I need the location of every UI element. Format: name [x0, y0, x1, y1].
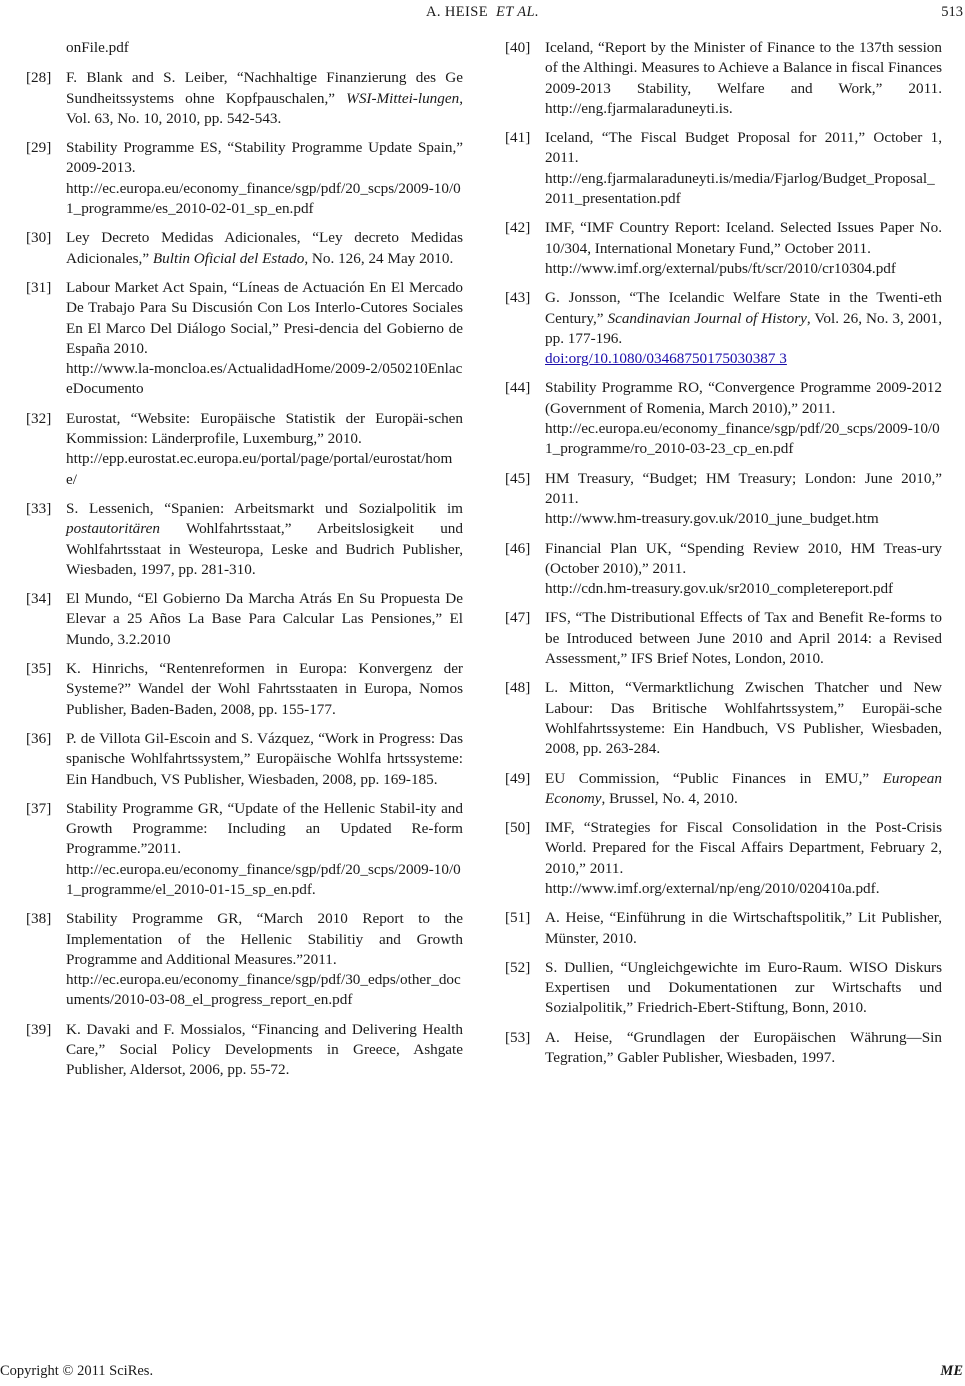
reference-number: [31]	[26, 278, 52, 296]
reference-citation: Eurostat, “Website: Europäische Statistik der Europäi-schen Kommission: Länderprofile, Luxemburg,” 2010.	[66, 409, 463, 448]
reference-text	[545, 1028, 942, 1069]
reference-number: [34]	[26, 590, 52, 608]
reference-entry	[26, 68, 463, 129]
reference-number: [32]	[26, 409, 52, 427]
reference-entry	[505, 908, 942, 949]
reference-entry	[505, 608, 942, 669]
reference-publication-title: WSI-Mittei-lungen	[346, 89, 460, 107]
reference-entry	[26, 589, 463, 650]
reference-citation-tail: , Vol. 63, No. 10, 2010, pp. 542-543.	[66, 89, 463, 127]
reference-number: [53]	[505, 1028, 531, 1046]
reference-citation: K. Davaki and F. Mossialos, “Financing and Delivering Health Care,” Social Policy Developments in Greece, Ashgate Publisher, Aldersot, 2006, pp. 55-72.	[66, 1020, 463, 1079]
reference-citation: A. Heise, “Einführung in die Wirtschaftspolitik,” Lit Publisher, Münster, 2010.	[545, 909, 942, 947]
reference-citation: EU Commission, “Public Finances in EMU,”	[545, 769, 883, 787]
left-reference-column	[26, 38, 463, 1090]
reference-entry	[505, 539, 942, 600]
reference-entry	[505, 769, 942, 810]
reference-url: http://www.imf.org/external/pubs/ft/scr/2010/cr10304.pdf	[545, 259, 896, 277]
running-head-etal: ET AL.	[496, 4, 539, 20]
running-head-authors: A. HEISE	[426, 4, 488, 20]
reference-citation: HM Treasury, “Budget; HM Treasury; London: June 2010,” 2011.	[545, 469, 942, 507]
reference-number: [46]	[505, 539, 531, 557]
page-header	[0, 0, 965, 30]
reference-citation: Labour Market Act Spain, “Líneas de Actuación En El Mercado De Trabajo Para Su Discusión Con Los Interlo-Cutores Sociales En El Marco Del Diálogo Social,” Presi-dencia del Gobierno de España 2010.	[66, 278, 463, 357]
reference-text	[66, 499, 463, 580]
reference-citation: S. Dullien, “Ungleichgewichte im Euro-Raum. WISO Diskurs Expertisen und Dokumentationen zur Wirtschafts und Sozialpolitik,” Friedrich-Ebert-Stiftung, Bonn, 2010.	[545, 958, 942, 1017]
reference-text	[545, 38, 942, 119]
reference-entry	[505, 818, 942, 899]
reference-entry	[505, 288, 942, 369]
reference-citation: Ley Decreto Medidas Adicionales, “Ley decreto Medidas Adicionales,”	[66, 229, 463, 267]
reference-entry	[26, 409, 463, 490]
reference-text	[66, 228, 463, 269]
reference-number: [44]	[505, 379, 531, 397]
reference-citation: IMF, “IMF Country Report: Iceland. Selected Issues Paper No. 10/304, International Monetary Fund,” October 2011.	[545, 219, 942, 257]
reference-number: [47]	[505, 609, 531, 627]
reference-doi-link[interactable]: doi:org/10.1080/03468750175030387 3	[545, 350, 787, 368]
reference-citation: G. Jonsson, “The Icelandic Welfare State in the Twenti-eth Century,”	[545, 289, 942, 327]
reference-url: http://ec.europa.eu/economy_finance/sgp/pdf/20_scps/2009-10/01_programme/el_2010-01-15_sp_en.pdf.	[66, 860, 461, 898]
reference-entry	[26, 228, 463, 269]
reference-entry	[26, 909, 463, 1010]
reference-entry	[505, 218, 942, 279]
reference-entry	[26, 499, 463, 580]
reference-citation-tail: , Vol. 26, No. 3, 2001, pp. 177-196.	[545, 309, 943, 347]
reference-number: [43]	[505, 289, 531, 307]
copyright-notice: Copyright © 2011 SciRes.	[0, 1363, 154, 1379]
reference-number: [35]	[26, 660, 52, 678]
reference-citation-tail: , No. 126, 24 May 2010.	[304, 249, 454, 267]
left-reference-list	[26, 68, 463, 1080]
reference-text	[545, 539, 942, 600]
right-reference-list	[505, 38, 942, 1068]
reference-text	[66, 138, 463, 219]
reference-number: [41]	[505, 129, 531, 147]
reference-text	[545, 958, 942, 1019]
reference-text	[66, 278, 463, 400]
reference-citation: El Mundo, “El Gobierno Da Marcha Atrás En Su Propuesta De Elevar a 25 Años La Base Para Calcular Las Pensiones,” El Mundo, 3.2.2010	[66, 590, 463, 648]
reference-number: [29]	[26, 139, 52, 157]
reference-url: http://ec.europa.eu/economy_finance/sgp/pdf/30_edps/other_documents/2010-03-08_el_progress_report_en.pdf	[66, 971, 461, 1009]
reference-text	[66, 909, 463, 1010]
reference-number: [49]	[505, 769, 531, 787]
reference-number: [28]	[26, 69, 52, 87]
reference-entry	[505, 378, 942, 459]
reference-url: http://www.imf.org/external/np/eng/2010/020410a.pdf.	[545, 879, 880, 897]
reference-publication-title: Bultin Oficial del Estado	[152, 249, 305, 267]
reference-publication-title: Scandinavian Journal of History	[607, 309, 807, 327]
reference-citation: Stability Programme RO, “Convergence Programme 2009-2012 (Government of Romenia, March 2010),” 2011.	[545, 379, 942, 417]
reference-text	[545, 378, 942, 459]
reference-text	[66, 1020, 463, 1081]
reference-text	[66, 409, 463, 490]
reference-entry	[26, 1020, 463, 1081]
reference-text	[545, 908, 942, 949]
reference-text	[545, 288, 942, 369]
reference-text	[545, 128, 942, 209]
reference-text	[545, 469, 942, 530]
reference-citation-tail: , Brussel, No. 4, 2010.	[601, 789, 738, 807]
reference-text	[545, 678, 942, 759]
reference-number: [50]	[505, 819, 531, 837]
reference-citation: IMF, “Strategies for Fiscal Consolidation in the Post-Crisis World. Prepared for the Fiscal Affairs Department, February 2, 2010,” 2011.	[545, 819, 942, 877]
reference-text	[66, 589, 463, 650]
reference-publication-title: European Economy	[545, 769, 942, 807]
reference-citation: Stability Programme GR, “March 2010 Report to the Implementation of the Hellenic Stabilitiy and Growth Programme and Additional Measures.”2011.	[66, 910, 463, 968]
reference-citation: A. Heise, “Grundlagen der Europäischen Währung—Sin Tegration,” Gabler Publisher, Wiesbaden, 1997.	[545, 1028, 942, 1067]
reference-url: http://www.hm-treasury.gov.uk/2010_june_budget.htm	[545, 510, 879, 528]
right-reference-column	[505, 38, 942, 1077]
reference-text	[545, 608, 942, 669]
page-number: 513	[941, 4, 963, 20]
reference-text	[66, 659, 463, 720]
reference-number: [42]	[505, 219, 531, 237]
reference-entry	[26, 138, 463, 219]
reference-citation-tail: Wohlfahrtsstaat,” Arbeitslosigkeit und Wohlfahrtsstaat in Westeuropa, Leske and Budrich Publisher, Wiesbaden, 1997, pp. 281-310.	[66, 520, 463, 578]
reference-text	[66, 729, 463, 790]
reference-entry	[505, 958, 942, 1019]
reference-number: [37]	[26, 799, 52, 817]
reference-entry	[26, 659, 463, 720]
page-footer	[0, 1360, 965, 1380]
reference-number: [39]	[26, 1020, 52, 1038]
reference-citation: P. de Villota Gil-Escoin and S. Vázquez, “Work in Progress: Das spanische Wohlfahrtssystem,” Europäische Wohlfa hrtssysteme: Ein Handbuch, VS Publisher, Wiesbaden, 2008, pp. 169-185.	[66, 729, 463, 788]
reference-url: http://ec.europa.eu/economy_finance/sgp/pdf/20_scps/2009-10/01_programme/es_2010-02-01_sp_en.pdf	[66, 179, 461, 218]
reference-citation: Iceland, “Report by the Minister of Finance to the 137th session of the Althingi. Measures to Achieve a Balance in fiscal Finances 2009-2013 Stability, Welfare and Work,” 2011. http://eng.fjarmalaraduneyti.is.	[545, 39, 942, 117]
reference-number: [45]	[505, 469, 531, 487]
reference-number: [40]	[505, 39, 531, 56]
reference-text	[545, 818, 942, 899]
reference-entry	[505, 128, 942, 209]
running-head	[0, 4, 965, 21]
reference-text	[66, 799, 463, 900]
reference-url: http://ec.europa.eu/economy_finance/sgp/pdf/20_scps/2009-10/01_programme/ro_2010-03-23_cp_en.pdf	[545, 420, 940, 458]
reference-publication-title: postautoritären	[66, 520, 160, 538]
reference-number: [48]	[505, 679, 531, 697]
journal-abbreviation: ME	[940, 1363, 963, 1379]
reference-entry	[505, 38, 942, 119]
reference-entry	[26, 278, 463, 400]
reference-citation: Iceland, “The Fiscal Budget Proposal for 2011,” October 1, 2011.	[545, 129, 942, 167]
reference-entry	[505, 1028, 942, 1069]
reference-citation: IFS, “The Distributional Effects of Tax and Benefit Re-forms to be Introduced between June 2010 and April 2014: a Revised Assessment,” IFS Brief Notes, London, 2010.	[545, 609, 942, 668]
reference-url: http://epp.eurostat.ec.europa.eu/portal/page/portal/eurostat/home/	[66, 450, 453, 488]
reference-citation: Financial Plan UK, “Spending Review 2010, HM Treas-ury (October 2010),” 2011.	[545, 539, 942, 577]
reference-number: [38]	[26, 910, 52, 928]
reference-citation: S. Lessenich, “Spanien: Arbeitsmarkt und Sozialpolitik im	[66, 499, 463, 517]
reference-number: [30]	[26, 229, 52, 247]
reference-citation: F. Blank and S. Leiber, “Nachhaltige Finanzierung des Ge Sundheitssystems ohne Kopfpauschalen,”	[66, 69, 463, 107]
reference-entry	[26, 729, 463, 790]
reference-url: http://eng.fjarmalaraduneyti.is/media/Fjarlog/Budget_Proposal_2011_presentation.pdf	[545, 169, 935, 208]
reference-text	[545, 769, 942, 810]
reference-text	[66, 68, 463, 129]
reference-citation: K. Hinrichs, “Rentenreformen in Europa: Konvergenz der Systeme?” Wandel der Wohl Fahrtsstaaten in Europa, Nomos Publisher, Baden-Baden, 2008, pp. 155-177.	[66, 660, 463, 718]
reference-entry	[26, 799, 463, 900]
reference-citation: Stability Programme ES, “Stability Programme Update Spain,” 2009-2013.	[66, 139, 463, 177]
reference-text	[545, 218, 942, 279]
continued-reference-text: onFile.pdf	[66, 39, 129, 56]
reference-entry	[505, 469, 942, 530]
reference-number: [52]	[505, 958, 531, 976]
reference-url: http://www.la-moncloa.es/ActualidadHome/2009-2/050210EnlaceDocumento	[66, 360, 463, 398]
reference-number: [36]	[26, 729, 52, 747]
reference-citation: L. Mitton, “Vermarktlichung Zwischen Thatcher und New Labour: Das Britische Wohlfahrtssystem,” Europäi-sche Wohlfahrtssysteme: Ein Handbuch, VS Publisher, Wiesbaden, 2008, pp. 263-284.	[545, 679, 942, 758]
reference-url: http://cdn.hm-treasury.gov.uk/sr2010_completereport.pdf	[545, 580, 894, 598]
reference-entry	[505, 678, 942, 759]
reference-citation: Stability Programme GR, “Update of the Hellenic Stabil-ity and Growth Programme: Including an Updated Re-form Programme.”2011.	[66, 799, 463, 858]
reference-number: [51]	[505, 909, 531, 927]
reference-number: [33]	[26, 499, 52, 517]
